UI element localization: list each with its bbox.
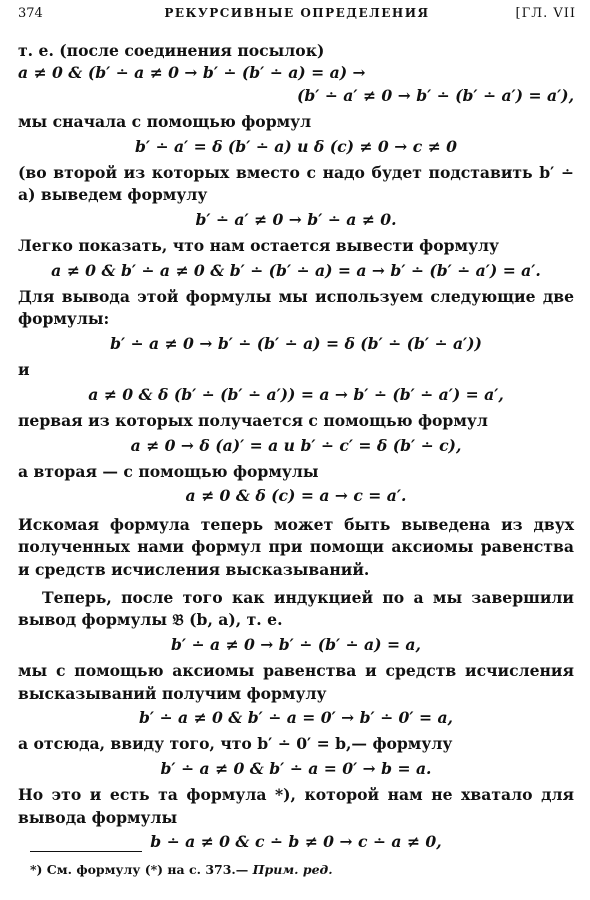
editor-note: Прим. ред. [252,862,333,877]
formula: a ≠ 0 & δ (c) = a → c = a′. [185,486,407,506]
formula: a ≠ 0 → δ (a)′ = a и b′ ∸ c′ = δ (b′ ∸ c), [130,435,462,455]
formula: b′ ∸ a ≠ 0 & b′ ∸ a = 0′ → b = a. [160,758,432,778]
text-paragraph: Искомая формула теперь может быть выведена из двух полученных нами формул при помощи аксиомы равенства и средств исчисления высказываний. [18,514,574,579]
running-title: РЕКУРСИВНЫЕ ОПРЕДЕЛЕНИЯ [164,6,430,20]
text-line: Легко показать, что нам остается вывести формулу [18,236,500,256]
formula: a ≠ 0 & δ (b′ ∸ (b′ ∸ a′)) = a → b′ ∸ (b′ ∸ a′) = a′, [88,384,504,404]
page-body [18,40,574,857]
text-line: мы сначала с помощью формул [18,112,312,132]
footnote-text: *) См. формулу (*) на с. 373.— [30,862,249,877]
chapter-label: [ГЛ. VII [515,6,576,21]
footnote [30,862,570,877]
text-paragraph: Теперь, после того как индукцией по a мы завершили вывод формулы 𝔅 (b, a), т. е. [18,587,574,630]
formula: (b′ ∸ a′ ≠ 0 → b′ ∸ (b′ ∸ a′) = a′), [296,85,574,105]
text-line: а вторая — с помощью формулы [18,461,319,481]
formula: b′ ∸ a ≠ 0 → b′ ∸ (b′ ∸ a) = a, [171,634,421,654]
formula: b′ ∸ a′ = δ (b′ ∸ a) и δ (c) ≠ 0 → c ≠ 0 [135,136,457,156]
footnote-divider [30,851,142,852]
text-paragraph: мы с помощью аксиомы равенства и средств исчисления высказываний получим формулу [18,661,574,703]
text-paragraph: Для вывода этой формулы мы используем следующие две формулы: [18,287,574,329]
formula: b ∸ a ≠ 0 & c ∸ b ≠ 0 → c ∸ a ≠ 0, [150,832,442,851]
text-paragraph: (во второй из которых вместо c надо будет подставить b′ ∸ a) выведем формулу [18,163,574,205]
formula: b′ ∸ a′ ≠ 0 → b′ ∸ a ≠ 0. [195,209,397,229]
formula: b′ ∸ a ≠ 0 & b′ ∸ a = 0′ → b′ ∸ 0′ = a, [139,707,453,727]
text-line: т. е. (после соединения посылок) [18,41,325,60]
page-number: 374 [18,6,43,21]
page-header [18,6,576,24]
text-paragraph: Но это и есть та формула *), которой нам не хватало для вывода формулы [18,785,574,827]
formula: a ≠ 0 & b′ ∸ a ≠ 0 & b′ ∸ (b′ ∸ a) = a → b′ ∸ (b′ ∸ a′) = a′. [51,260,541,280]
formula: a ≠ 0 & (b′ ∸ a ≠ 0 → b′ ∸ (b′ ∸ a) = a) → [18,63,366,83]
text-line: первая из которых получается с помощью формул [18,411,488,431]
text-line: а отсюда, ввиду того, что b′ ∸ 0′ = b,— формулу [18,734,453,754]
text-line: и [18,360,30,380]
formula: b′ ∸ a ≠ 0 → b′ ∸ (b′ ∸ a) = δ (b′ ∸ (b′ ∸ a′)) [110,333,482,353]
